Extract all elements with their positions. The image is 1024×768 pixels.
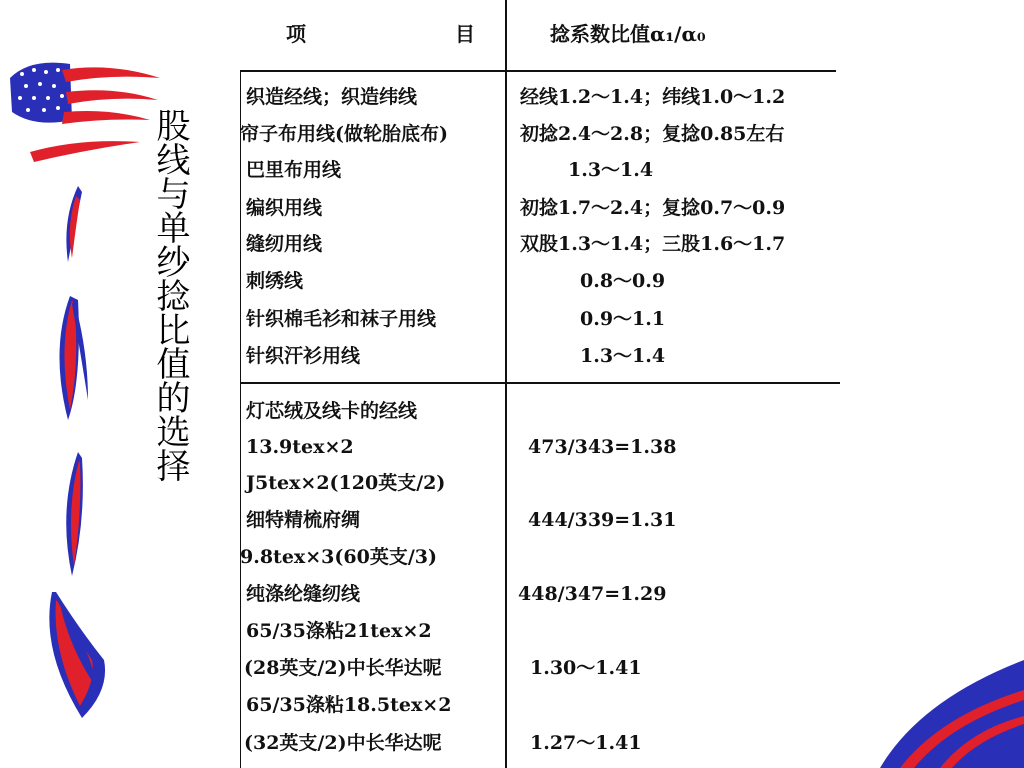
- header-col1-b: 目: [455, 22, 475, 46]
- table-row-value: 1.3～1.4: [568, 159, 654, 181]
- header-col2: 捻系数比值α₁/α₀: [550, 22, 706, 46]
- table-row-value: 473/343=1.38: [528, 436, 677, 458]
- table-row-item: 灯芯绒及线卡的经线: [246, 400, 418, 422]
- table-left-border: [240, 70, 241, 768]
- table-row-item: 13.9tex×2: [246, 436, 354, 458]
- header-col1-a: 项: [286, 22, 306, 46]
- table-row-value: 448/347=1.29: [518, 583, 667, 605]
- table-row-item: (28英支/2)中长华达呢: [244, 657, 442, 679]
- table-row-item: 缝纫用线: [246, 233, 323, 255]
- table-row-value: 1.27～1.41: [530, 732, 642, 754]
- table-row-value: 初捻1.7～2.4；复捻0.7～0.9: [520, 197, 786, 219]
- table-section-divider: [240, 382, 840, 384]
- table-row-value: 1.3～1.4: [580, 345, 666, 367]
- table-row-item: 9.8tex×3(60英支/3): [240, 546, 437, 568]
- table-header-divider: [240, 70, 836, 72]
- table-row-value: 0.9～1.1: [580, 308, 666, 330]
- table-row-value: 初捻2.4～2.8；复捻0.85左右: [520, 123, 785, 145]
- table-row-value: 经线1.2～1.4；纬线1.0～1.2: [520, 86, 786, 108]
- table-row-item: 帘子布用线(做轮胎底布): [240, 123, 448, 145]
- table-row-item: 编织用线: [246, 197, 323, 219]
- table-row-item: 65/35涤粘18.5tex×2: [246, 694, 452, 716]
- table-row-value: 1.30～1.41: [530, 657, 642, 679]
- table-row-item: (32英支/2)中长华达呢: [244, 732, 442, 754]
- table-row-item: 纯涤纶缝纫线: [246, 583, 361, 605]
- table-row-item: J5tex×2(120英支/2): [246, 472, 446, 494]
- table-row-item: 65/35涤粘21tex×2: [246, 620, 432, 642]
- table-row-value: 双股1.3～1.4；三股1.6～1.7: [520, 233, 786, 255]
- table-column-divider: [505, 0, 507, 768]
- table-row-item: 巴里布用线: [246, 159, 342, 181]
- page-title: 股线与单纱捻比值的选择: [150, 108, 190, 482]
- table-row-item: 细特精梳府绸: [246, 509, 361, 531]
- table-row-item: 织造经线；织造纬线: [246, 86, 418, 108]
- table-row-value: 444/339=1.31: [528, 509, 677, 531]
- table-row-item: 刺绣线: [246, 270, 304, 292]
- table-row-value: 0.8～0.9: [580, 270, 666, 292]
- table-row-item: 针织汗衫用线: [246, 345, 361, 367]
- table-row-item: 针织棉毛衫和袜子用线: [246, 308, 437, 330]
